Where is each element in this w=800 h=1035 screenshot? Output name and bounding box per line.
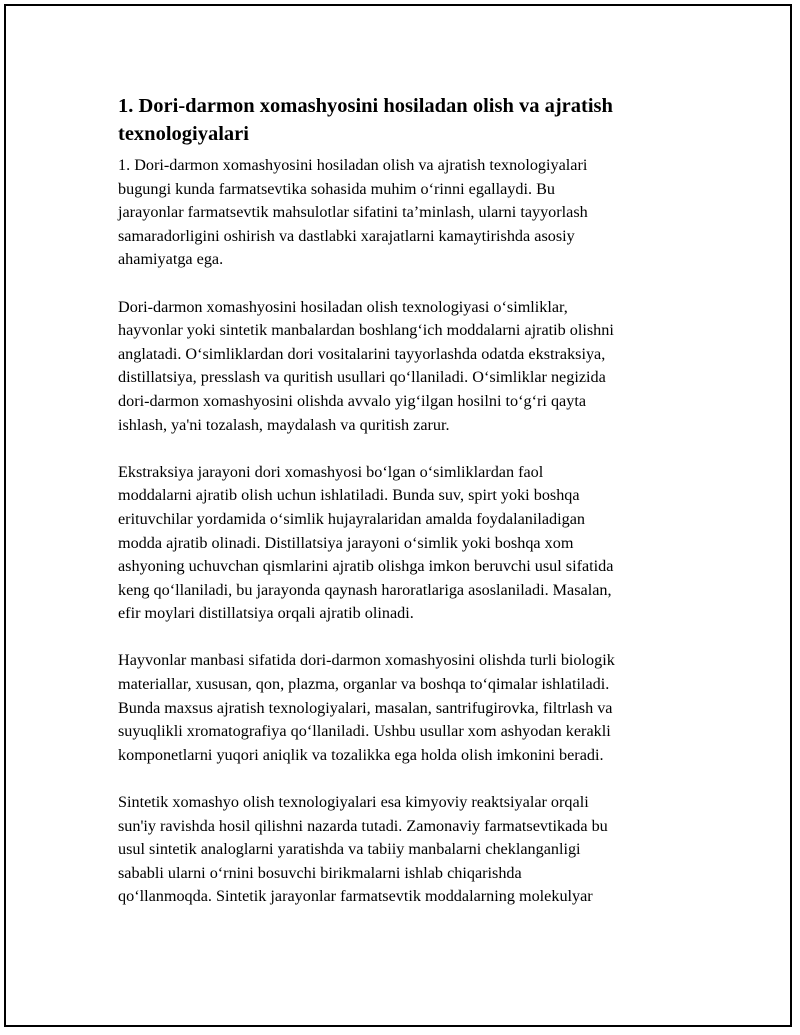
paragraph-extraction — [118, 461, 690, 626]
paragraph-plant-sources — [118, 296, 690, 438]
text-line: keng qo‘llaniladi, bu jarayonda qaynash haroratlariga asoslaniladi. Masalan, — [118, 580, 612, 599]
text-line: samaradorligini oshirish va dastlabki xarajatlarni kamaytirishda asosiy — [118, 226, 575, 245]
text-line: suyuqlikli xromatografiya qo‘llaniladi. Ushbu usullar xom ashyodan kerakli — [118, 722, 611, 741]
text-line: modda ajratib olinadi. Distillatsiya jarayoni o‘simlik yoki boshqa xom — [118, 533, 574, 552]
text-line: Hayvonlar manbasi sifatida dori-darmon xomashyosini olishda turli biologik — [118, 651, 615, 670]
text-line: ishlash, ya'ni tozalash, maydalash va quritish zarur. — [118, 415, 450, 434]
text-line: hayvonlar yoki sintetik manbalardan boshlang‘ich moddalarni ajratib olishni — [118, 321, 614, 340]
text-line: Dori-darmon xomashyosini hosiladan olish texnologiyasi o‘simliklar, — [118, 297, 568, 316]
paragraph-animal-sources — [118, 649, 690, 767]
text-line: moddalarni ajratib olish uchun ishlatiladi. Bunda suv, spirt yoki boshqa — [118, 486, 580, 505]
text-line: materiallar, xususan, qon, plazma, organlar va boshqa to‘qimalar ishlatiladi. — [118, 675, 610, 694]
text-line: sun'iy ravishda hosil qilishni nazarda tutadi. Zamonaviy farmatsevtikada bu — [118, 816, 608, 835]
text-line: sababli ularni o‘rnini bosuvchi birikmalarni ishlab chiqarishda — [118, 863, 522, 882]
text-line: Ekstraksiya jarayoni dori xomashyosi bo‘lgan o‘simliklardan faol — [118, 462, 544, 481]
paragraph-synthetic — [118, 791, 690, 909]
document-body — [118, 92, 690, 933]
text-line: dori-darmon xomashyosini olishda avvalo yig‘ilgan hosilni to‘g‘ri qayta — [118, 391, 587, 410]
heading-line: texnologiyalari — [118, 123, 249, 145]
text-line: komponetlarni yuqori aniqlik va tozalikka ega holda olish imkonini beradi. — [118, 745, 604, 764]
text-line: ahamiyatga ega. — [118, 250, 224, 269]
text-line: distillatsiya, presslash va quritish usullari qo‘llaniladi. O‘simliklar negizida — [118, 368, 606, 387]
section-heading — [118, 92, 690, 148]
text-line: efir moylari distillatsiya orqali ajratib olinadi. — [118, 604, 414, 623]
text-line: Sintetik xomashyo olish texnologiyalari esa kimyoviy reaktsiyalar orqali — [118, 793, 589, 812]
text-line: jarayonlar farmatsevtik mahsulotlar sifatini ta’minlash, ularni tayyorlash — [118, 203, 588, 222]
heading-line: 1. Dori-darmon xomashyosini hosiladan olish va ajratish — [118, 95, 613, 117]
paragraph-intro — [118, 154, 690, 272]
text-line: usul sintetik analoglarni yaratishda va tabiiy manbalarni cheklanganligi — [118, 840, 581, 859]
text-line: Bunda maxsus ajratish texnologiyalari, masalan, santrifugirovka, filtrlash va — [118, 698, 613, 717]
text-line: anglatadi. O‘simliklardan dori vositalarini tayyorlashda odatda ekstraksiya, — [118, 344, 606, 363]
text-line: qo‘llanmoqda. Sintetik jarayonlar farmatsevtik moddalarning molekulyar — [118, 887, 593, 906]
text-line: bugungi kunda farmatsevtika sohasida muhim o‘rinni egallaydi. Bu — [118, 179, 555, 198]
text-line: 1. Dori-darmon xomashyosini hosiladan olish va ajratish texnologiyalari — [118, 156, 588, 174]
text-line: erituvchilar yordamida o‘simlik hujayralaridan amalda foydalaniladigan — [118, 509, 586, 528]
text-line: ashyoning uchuvchan qismlarini ajratib olishga imkon beruvchi usul sifatida — [118, 557, 614, 576]
